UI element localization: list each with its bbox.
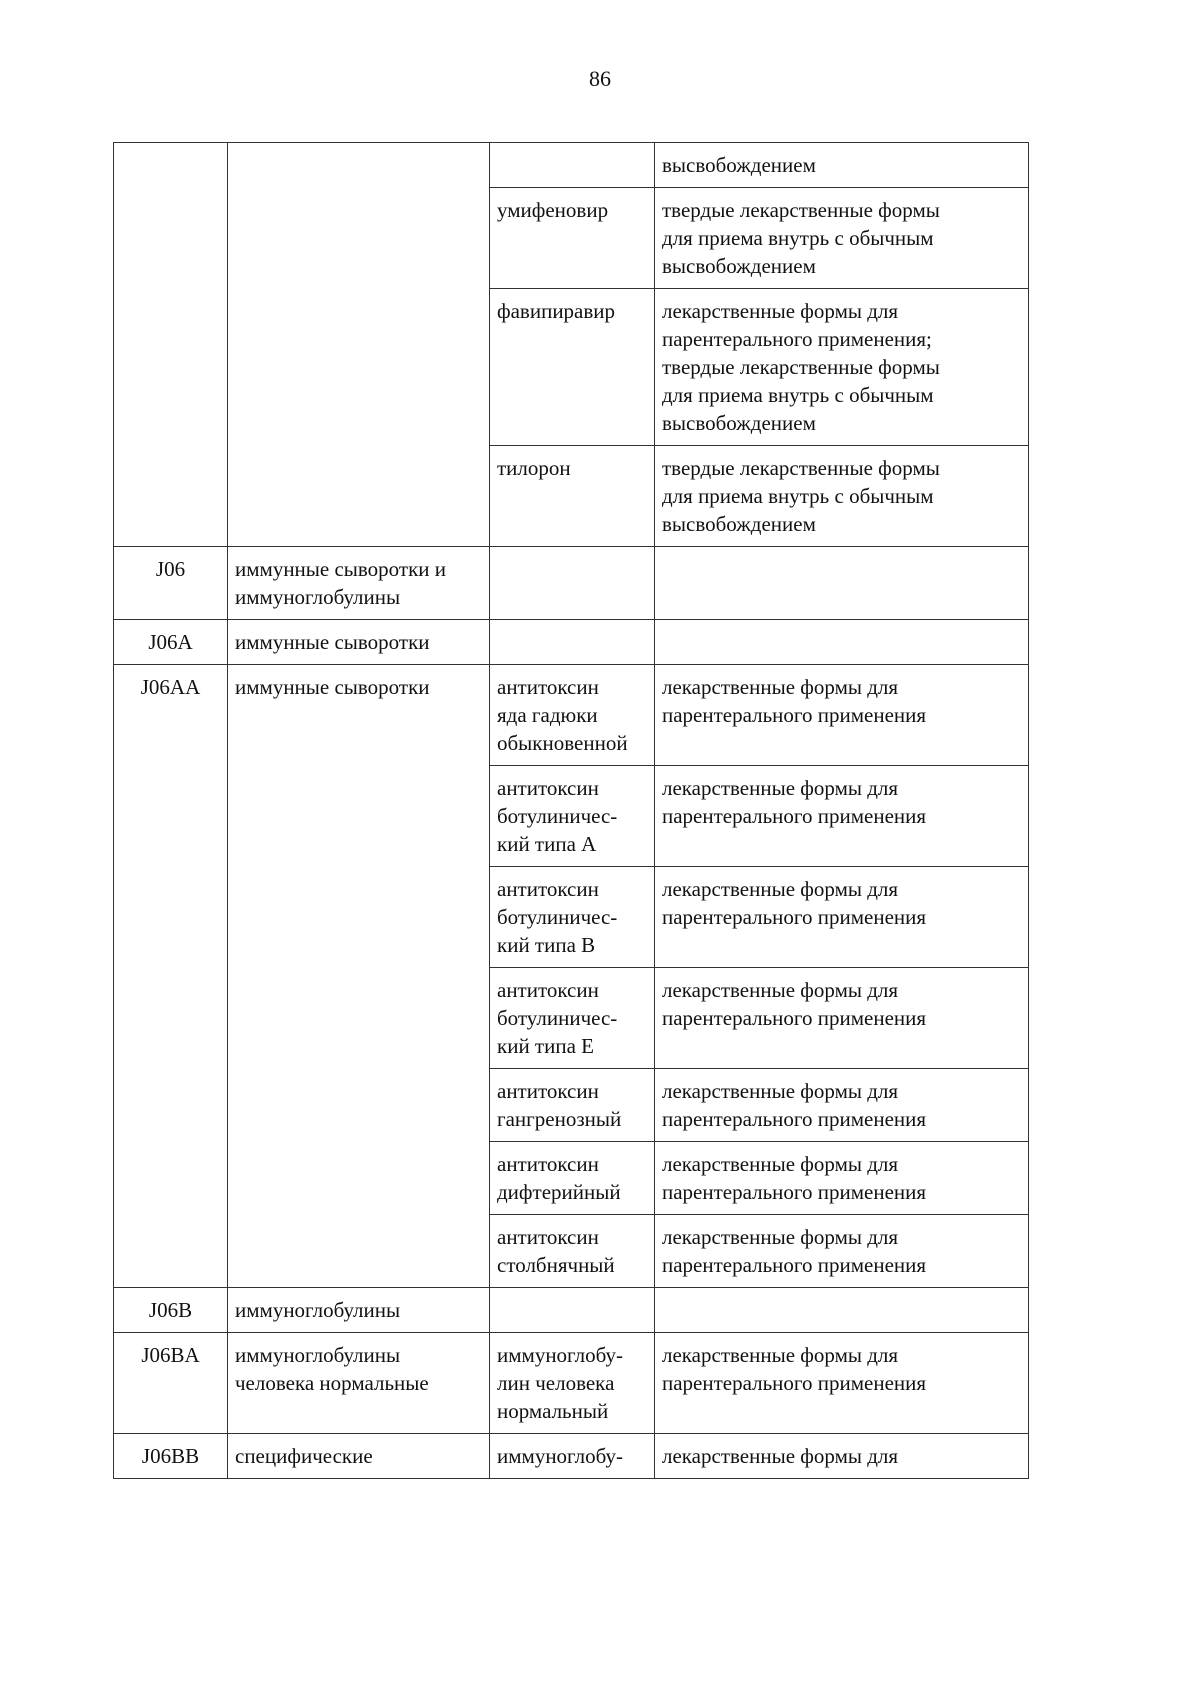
form-line: парентерального применения; [662, 327, 932, 351]
drug-line: ботулиничес- [497, 1006, 618, 1030]
drug-line: нормальный [497, 1399, 609, 1423]
drug-line: антитоксин [497, 978, 599, 1002]
form-line: для приема внутрь с обычным [662, 383, 934, 407]
form-line: высвобождением [662, 153, 816, 177]
form-cell [655, 1069, 1029, 1142]
form-line: парентерального применения [662, 905, 927, 929]
atc-code-cell: J06 [114, 547, 228, 620]
drug-table [113, 142, 1029, 1479]
drug-cell [490, 1069, 655, 1142]
form-cell [655, 188, 1029, 289]
group-cell [228, 1288, 490, 1333]
drug-cell [490, 1434, 655, 1479]
drug-line: ботулиничес- [497, 804, 618, 828]
group-line: иммунные сыворотки [235, 630, 430, 654]
drug-line: антитоксин [497, 1152, 599, 1176]
form-cell [655, 143, 1029, 188]
form-cell [655, 1333, 1029, 1434]
form-cell [655, 547, 1029, 620]
form-line: лекарственные формы для [662, 978, 899, 1002]
drug-line: яда гадюки [497, 703, 598, 727]
form-line: лекарственные формы для [662, 1152, 899, 1176]
form-line: парентерального применения [662, 804, 927, 828]
form-line: твердые лекарственные формы [662, 355, 940, 379]
form-line: парентерального применения [662, 1371, 927, 1395]
form-cell [655, 1434, 1029, 1479]
drug-line: ботулиничес- [497, 905, 618, 929]
drug-line: антитоксин [497, 1225, 599, 1249]
form-line: высвобождением [662, 254, 816, 278]
atc-code-cell: J06B [114, 1288, 228, 1333]
drug-cell [490, 289, 655, 446]
drug-cell [490, 547, 655, 620]
form-cell [655, 620, 1029, 665]
drug-line: умифеновир [497, 198, 609, 222]
form-line: лекарственные формы для [662, 1225, 899, 1249]
group-cell [228, 665, 490, 1288]
form-line: твердые лекарственные формы [662, 198, 940, 222]
form-cell [655, 968, 1029, 1069]
group-cell [228, 620, 490, 665]
group-cell [228, 1434, 490, 1479]
form-line: лекарственные формы для [662, 1444, 899, 1468]
drug-line: фавипиравир [497, 299, 616, 323]
drug-line: антитоксин [497, 776, 599, 800]
drug-line: кий типа В [497, 933, 596, 957]
drug-cell [490, 867, 655, 968]
form-cell [655, 1215, 1029, 1288]
form-cell [655, 867, 1029, 968]
atc-code-cell: J06BB [114, 1434, 228, 1479]
drug-line: кий типа А [497, 832, 597, 856]
atc-code-cell [114, 143, 228, 547]
drug-cell [490, 143, 655, 188]
table-row [114, 1333, 1029, 1434]
form-line: лекарственные формы для [662, 675, 899, 699]
drug-line: лин человека [497, 1371, 615, 1395]
table-row [114, 1288, 1029, 1333]
group-line: специфические [235, 1444, 373, 1468]
table-row [114, 547, 1029, 620]
form-line: парентерального применения [662, 1006, 927, 1030]
drug-line: иммуноглобу- [497, 1343, 623, 1367]
group-line: иммуноглобулины [235, 585, 401, 609]
form-cell [655, 766, 1029, 867]
atc-code-cell: J06BA [114, 1333, 228, 1434]
drug-cell [490, 1288, 655, 1333]
form-line: для приема внутрь с обычным [662, 226, 934, 250]
group-line: иммунные сыворотки [235, 675, 430, 699]
form-line: парентерального применения [662, 703, 927, 727]
form-cell [655, 1288, 1029, 1333]
form-line: высвобождением [662, 512, 816, 536]
form-line: для приема внутрь с обычным [662, 484, 934, 508]
group-cell [228, 1333, 490, 1434]
form-line: лекарственные формы для [662, 877, 899, 901]
form-line: парентерального применения [662, 1107, 927, 1131]
drug-line: гангренозный [497, 1107, 622, 1131]
table-row [114, 1434, 1029, 1479]
drug-line: столбнячный [497, 1253, 615, 1277]
group-line: иммуноглобулины [235, 1298, 401, 1322]
drug-cell [490, 1142, 655, 1215]
table-row [114, 620, 1029, 665]
drug-line: тилорон [497, 456, 571, 480]
group-cell [228, 143, 490, 547]
form-line: лекарственные формы для [662, 1079, 899, 1103]
drug-cell [490, 1333, 655, 1434]
drug-line: антитоксин [497, 1079, 599, 1103]
group-line: иммунные сыворотки и [235, 557, 447, 581]
group-cell [228, 547, 490, 620]
form-cell [655, 665, 1029, 766]
form-line: лекарственные формы для [662, 299, 899, 323]
atc-code-cell: J06A [114, 620, 228, 665]
atc-code-cell: J06AA [114, 665, 228, 1288]
drug-cell [490, 1215, 655, 1288]
page-number: 86 [589, 66, 611, 91]
drug-line: обыкновенной [497, 731, 628, 755]
drug-cell [490, 446, 655, 547]
drug-cell [490, 665, 655, 766]
group-line: человека нормальные [235, 1371, 429, 1395]
drug-line: дифтерийный [497, 1180, 621, 1204]
form-line: парентерального применения [662, 1253, 927, 1277]
drug-line: антитоксин [497, 877, 599, 901]
form-cell [655, 1142, 1029, 1215]
table-row [114, 665, 1029, 766]
drug-cell [490, 620, 655, 665]
drug-line: кий типа Е [497, 1034, 594, 1058]
form-cell [655, 446, 1029, 547]
drug-line: иммуноглобу- [497, 1444, 623, 1468]
form-line: парентерального применения [662, 1180, 927, 1204]
group-line: иммуноглобулины [235, 1343, 401, 1367]
drug-cell [490, 968, 655, 1069]
form-line: твердые лекарственные формы [662, 456, 940, 480]
form-line: высвобождением [662, 411, 816, 435]
form-line: лекарственные формы для [662, 776, 899, 800]
table-row [114, 143, 1029, 188]
drug-line: антитоксин [497, 675, 599, 699]
drug-cell [490, 188, 655, 289]
form-line: лекарственные формы для [662, 1343, 899, 1367]
drug-cell [490, 766, 655, 867]
form-cell [655, 289, 1029, 446]
